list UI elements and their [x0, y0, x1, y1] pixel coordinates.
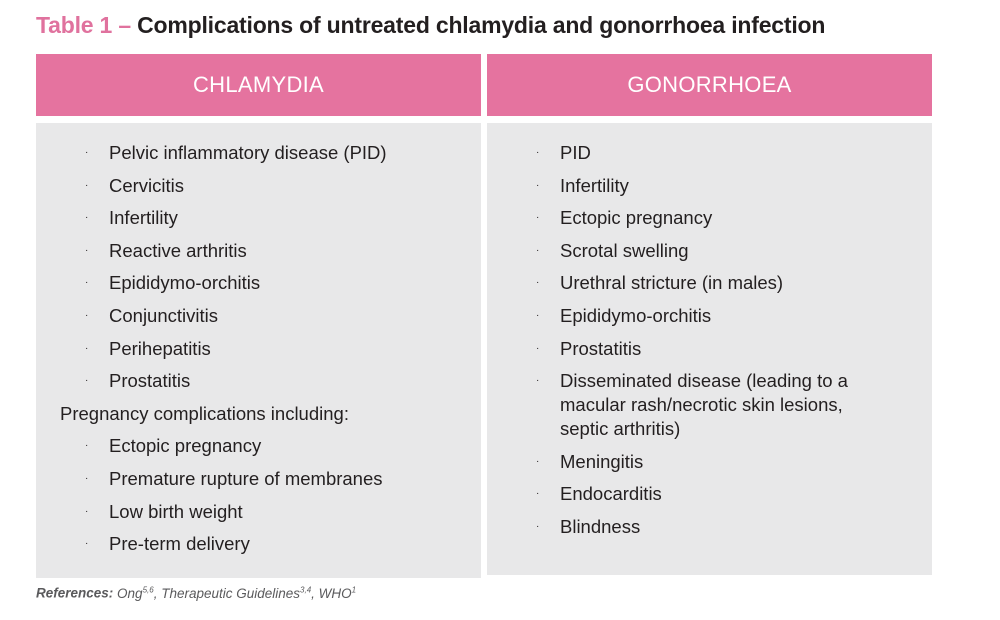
- list-item: [487, 174, 932, 198]
- bullet-icon: ·: [85, 375, 89, 387]
- bullet-icon: ·: [85, 244, 89, 256]
- table-title-text: Complications of untreated chlamydia and gonorrhoea infection: [137, 12, 826, 38]
- list-item: [487, 450, 932, 474]
- list-item: [36, 532, 481, 556]
- list-item: [36, 434, 481, 458]
- list-item-text: Meningitis: [560, 450, 644, 472]
- list-item: [487, 271, 932, 295]
- list-item-text: Infertility: [560, 174, 629, 196]
- bullet-icon: ·: [85, 342, 89, 354]
- bullet-icon: ·: [85, 179, 89, 191]
- list-item-text: Cervicitis: [109, 174, 185, 196]
- list-item: [487, 206, 932, 230]
- list-item-text: Blindness: [560, 515, 641, 537]
- table-number: Table 1 –: [36, 12, 138, 38]
- bullet-icon: ·: [536, 244, 540, 256]
- column-header-label: CHLAMYDIA: [192, 72, 325, 97]
- bullet-icon: ·: [536, 520, 540, 532]
- list-item-line: macular rash/necrotic skin lesions,: [560, 394, 843, 416]
- bullet-icon: ·: [536, 375, 540, 387]
- list-item-text: Perihepatitis: [109, 337, 211, 359]
- bullet-icon: ·: [536, 488, 540, 500]
- list-item-text: Prostatitis: [560, 337, 642, 359]
- bullet-icon: ·: [85, 538, 89, 550]
- list-item: [36, 271, 481, 295]
- list-item-text: Low birth weight: [109, 500, 243, 522]
- list-item-text: Endocarditis: [560, 483, 662, 505]
- list-item: [36, 500, 481, 524]
- list-subheading: Pregnancy complications including:: [60, 402, 349, 424]
- list-item: [487, 304, 932, 328]
- list-item-text: Reactive arthritis: [109, 239, 247, 261]
- column-header-gonorrhoea: [487, 54, 932, 116]
- list-item-text: Premature rupture of membranes: [109, 467, 383, 489]
- references-text: [113, 586, 356, 601]
- column-header-chlamydia: [36, 54, 481, 116]
- bullet-icon: ·: [85, 277, 89, 289]
- list-item: [487, 515, 932, 539]
- bullet-icon: ·: [536, 309, 540, 321]
- list-item-text: Epididymo-orchitis: [560, 304, 712, 326]
- list-item-line: septic arthritis): [560, 418, 681, 440]
- list-item-text: Pre-term delivery: [109, 533, 250, 555]
- references: [36, 585, 356, 601]
- bullet-icon: ·: [536, 147, 540, 158]
- complication-list: [487, 141, 932, 548]
- list-item: [487, 141, 932, 165]
- reference-source: Ong: [113, 585, 143, 601]
- complication-list: [36, 141, 481, 565]
- bullet-icon: ·: [536, 212, 540, 224]
- list-item-text: Scrotal swelling: [560, 239, 689, 261]
- list-item-text: Urethral stricture (in males): [560, 272, 784, 294]
- list-item: [36, 369, 481, 393]
- list-item: [36, 141, 481, 165]
- list-item-text: Ectopic pregnancy: [109, 435, 262, 457]
- bullet-icon: ·: [85, 440, 89, 452]
- list-item-text: Conjunctivitis: [109, 304, 218, 326]
- list-item: [36, 206, 481, 230]
- list-item: [487, 337, 932, 361]
- list-item: [36, 304, 481, 328]
- list-item: [487, 239, 932, 263]
- bullet-icon: ·: [536, 277, 540, 289]
- list-item-text: Pelvic inflammatory disease (PID): [109, 142, 387, 163]
- reference-source: , Therapeutic Guidelines: [153, 585, 301, 601]
- column-body-chlamydia: [36, 123, 481, 578]
- list-item-line: Disseminated disease (leading to a: [560, 370, 848, 392]
- bullet-icon: ·: [536, 179, 540, 191]
- bullet-icon: ·: [85, 309, 89, 321]
- reference-citation: 5,6: [142, 585, 154, 594]
- table-title: [36, 12, 825, 39]
- column-body-gonorrhoea: [487, 123, 932, 575]
- list-item: [487, 482, 932, 506]
- list-item-text: Prostatitis: [109, 370, 191, 392]
- bullet-icon: ·: [85, 505, 89, 517]
- bullet-icon: ·: [536, 455, 540, 467]
- list-item: [487, 369, 932, 441]
- references-label: References:: [36, 585, 114, 601]
- column-header-label: GONORRHOEA: [627, 72, 792, 97]
- bullet-icon: ·: [85, 212, 89, 224]
- reference-citation: 1: [351, 585, 357, 594]
- list-item-text: Infertility: [109, 207, 178, 229]
- reference-source: , WHO: [311, 585, 352, 601]
- list-item: [36, 467, 481, 491]
- list-item: [36, 239, 481, 263]
- reference-citation: 3,4: [300, 585, 312, 594]
- bullet-icon: ·: [536, 342, 540, 354]
- bullet-icon: ·: [85, 472, 89, 484]
- list-item: [36, 174, 481, 198]
- bullet-icon: ·: [85, 147, 89, 158]
- list-item-text: Epididymo-orchitis: [109, 272, 261, 294]
- list-item: [36, 337, 481, 361]
- list-item-text: PID: [560, 142, 591, 163]
- list-item-text: Ectopic pregnancy: [560, 207, 713, 229]
